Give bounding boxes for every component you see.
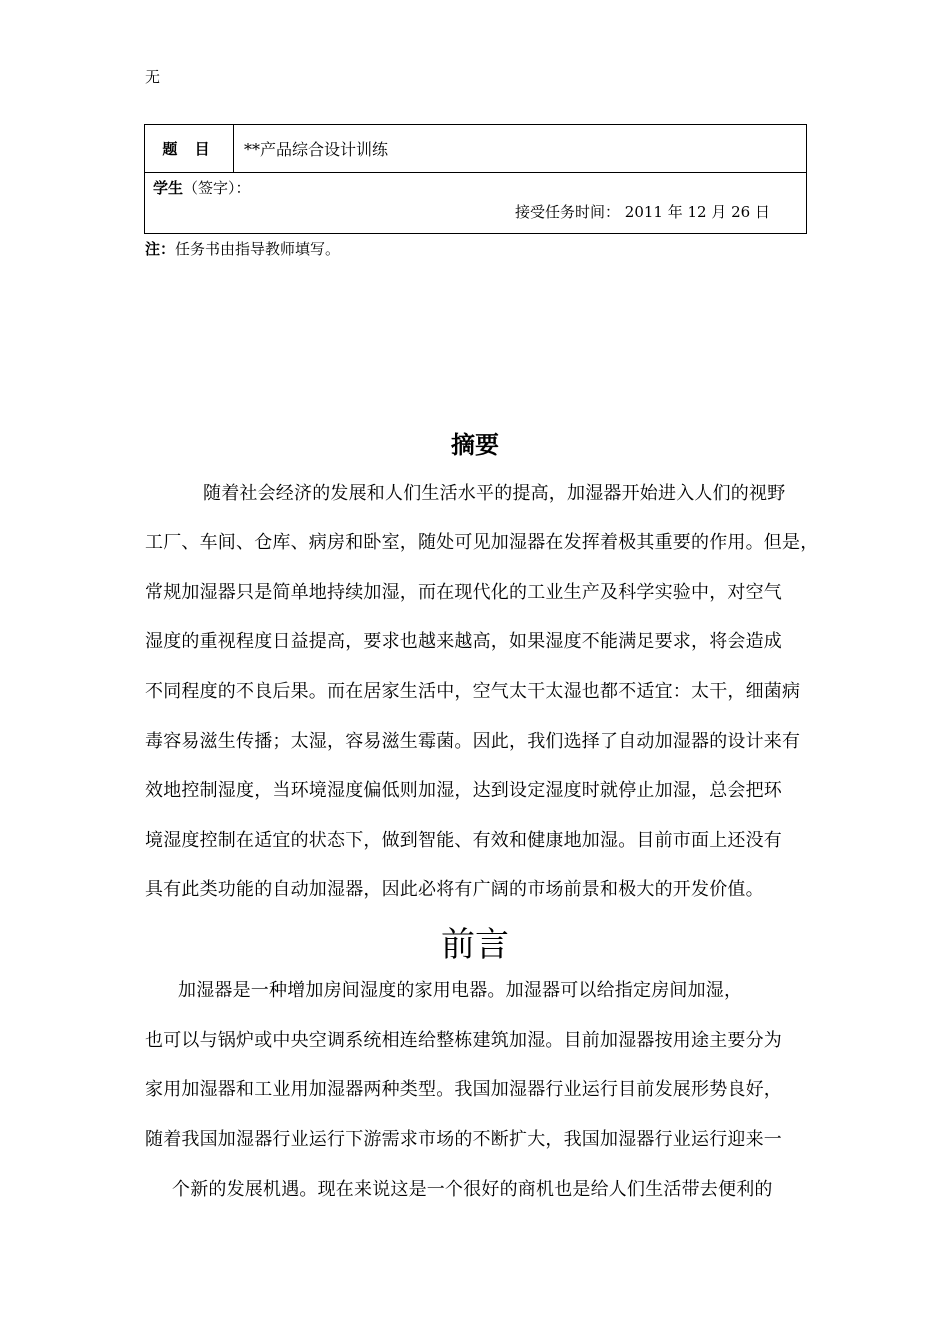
header-text: 无 [145,68,161,86]
task-table [144,124,807,234]
student-cell [145,173,807,234]
title-label: 题 目 [145,125,234,173]
abstract-line-6: 毒容易滋生传播；太湿，容易滋生霉菌。因此，我们选择了自动加湿器的设计来有 [145,731,801,752]
preface-line-5: 个新的发展机遇。现在来说这是一个很好的商机也是给人们生活带去便利的 [172,1179,773,1200]
abstract-line-1: 随着社会经济的发展和人们生活水平的提高，加湿器开始进入人们的视野 [203,483,786,504]
preface-heading: 前言 [441,925,509,965]
abstract-line-5: 不同程度的不良后果。而在居家生活中，空气太干太湿也都不适宜：太干，细菌病 [145,681,801,702]
date-value: 2011 年 12 月 26 日 [624,203,770,221]
preface-line-2: 也可以与锅炉或中央空调系统相连给整栋建筑加湿。目前加湿器按用途主要分为 [145,1030,782,1051]
preface-line-3: 家用加湿器和工业用加湿器两种类型。我国加湿器行业运行目前发展形势良好， [145,1079,782,1100]
note-text: 任务书由指导教师填写。 [175,240,341,258]
note-label: 注： [145,240,176,258]
abstract-line-7: 效地控制湿度，当环境湿度偏低则加湿，达到设定湿度时就停止加湿，总会把环 [145,780,782,801]
accept-date-line [515,201,770,222]
abstract-line-4: 湿度的重视程度日益提高，要求也越来越高，如果湿度不能满足要求，将会造成 [145,631,782,652]
abstract-line-9: 具有此类功能的自动加湿器，因此必将有广阔的市场前景和极大的开发价值。 [145,879,764,900]
abstract-heading: 摘要 [451,431,499,459]
abstract-line-2: 工厂、车间、仓库、病房和卧室，随处可见加湿器在发挥着极其重要的作用。但是， [145,532,819,553]
title-value: **产品综合设计训练 [234,125,807,173]
preface-line-4: 随着我国加湿器行业运行下游需求市场的不断扩大，我国加湿器行业运行迎来一 [145,1129,782,1150]
abstract-line-8: 境湿度控制在适宜的状态下，做到智能、有效和健康地加湿。目前市面上还没有 [145,830,782,851]
student-suffix: （签字）： [183,179,251,197]
preface-line-1: 加湿器是一种增加房间湿度的家用电器。加湿器可以给指定房间加湿， [178,980,743,1001]
student-label: 学生 [153,179,184,197]
abstract-line-3: 常规加湿器只是简单地持续加湿，而在现代化的工业生产及科学实验中，对空气 [145,582,782,603]
date-label: 接受任务时间： [515,203,621,221]
student-signature-label [153,177,251,198]
note [145,238,340,259]
